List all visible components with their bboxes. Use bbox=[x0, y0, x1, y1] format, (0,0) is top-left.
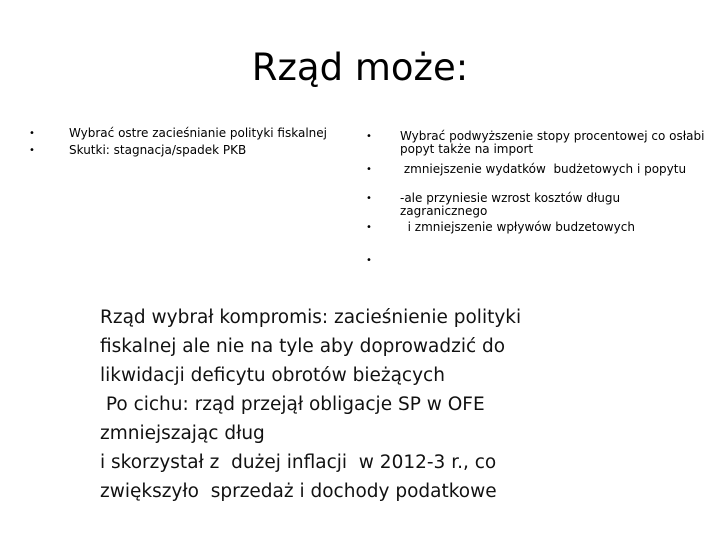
bullet-text: Wybrać ostre zacieśnianie polityki fiskalnej bbox=[69, 126, 327, 140]
conclusion-line: zwiększyło sprzedaż i dochody podatkowe bbox=[100, 481, 497, 502]
bullet-icon: • bbox=[366, 222, 372, 233]
left-bullet-item bbox=[29, 126, 349, 140]
bullet-icon: • bbox=[366, 131, 372, 142]
conclusion-line: i skorzystał z dużej inflacji w 2012-3 r., co bbox=[100, 452, 497, 473]
bullet-icon: • bbox=[366, 255, 372, 266]
bullet-text: -ale przyniesie wzrost kosztów długu zagranicznego bbox=[400, 191, 621, 218]
conclusion-line: likwidacji deficytu obrotów bieżących bbox=[100, 365, 445, 386]
conclusion-line: fiskalnej ale nie na tyle aby doprowadzić do bbox=[100, 336, 506, 357]
bullet-icon: • bbox=[366, 164, 372, 175]
bullet-icon: • bbox=[29, 145, 35, 156]
bullet-text: zmniejszenie wydatków budżetowych i popytu bbox=[400, 162, 687, 176]
right-bullet-item bbox=[366, 162, 708, 192]
right-bullet-list bbox=[366, 129, 708, 267]
conclusion-line: Rząd wybrał kompromis: zacieśnienie polityki bbox=[100, 307, 522, 328]
bullet-text: Skutki: stagnacja/spadek PKB bbox=[69, 143, 247, 157]
right-bullet-item bbox=[366, 129, 708, 163]
right-bullet-item bbox=[366, 220, 708, 254]
bullet-icon: • bbox=[366, 193, 372, 204]
bullet-text: i zmniejszenie wpływów budzetowych bbox=[400, 220, 635, 234]
left-bullet-list bbox=[29, 126, 349, 161]
slide-title: Rząd może: bbox=[251, 46, 469, 89]
left-bullet-item bbox=[29, 143, 349, 157]
conclusion-line: zmniejszając dług bbox=[100, 423, 265, 444]
right-bullet-item bbox=[366, 254, 708, 267]
conclusion-line: Po cichu: rząd przejął obligacje SP w OFE bbox=[100, 394, 485, 415]
right-bullet-item bbox=[366, 191, 708, 221]
bullet-text: Wybrać podwyższenie stopy procentowej co osłabi popyt także na import bbox=[400, 129, 705, 156]
conclusion-text bbox=[100, 303, 570, 506]
bullet-icon: • bbox=[29, 128, 35, 139]
